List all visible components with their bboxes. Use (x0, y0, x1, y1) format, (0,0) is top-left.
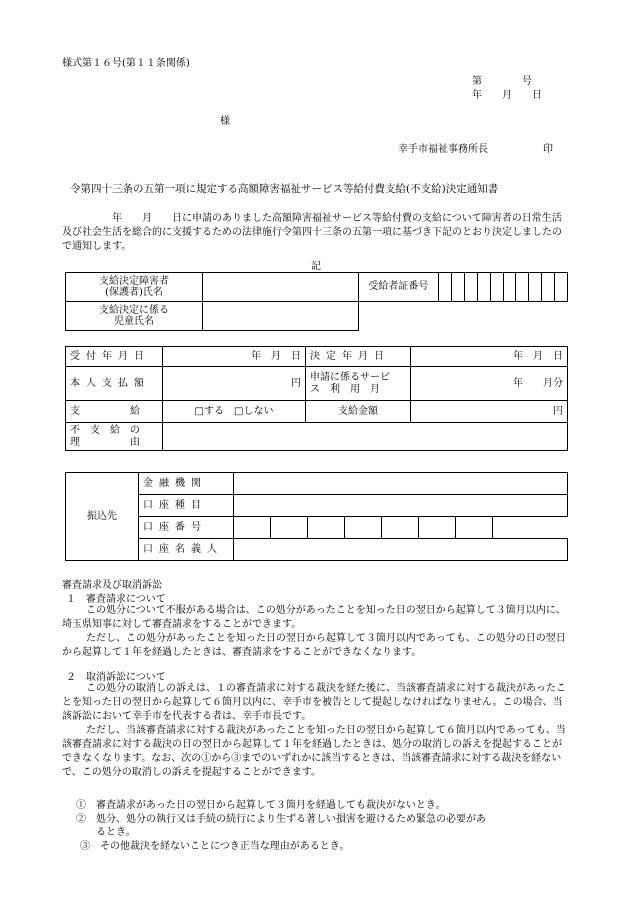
issue-date: 年 月 日 (472, 90, 542, 101)
received-date-label: 受付年月日 (66, 347, 163, 367)
recipient-no-digit[interactable] (464, 273, 477, 302)
account-no-digit[interactable] (419, 517, 456, 539)
recipient-no-digit[interactable] (490, 273, 503, 302)
service-month-value[interactable]: 年 月分 (411, 367, 568, 401)
amount-label: 支給金額 (306, 401, 411, 423)
account-no-digit[interactable] (308, 517, 345, 539)
document-title: 令第四十三条の五第一項に規定する高額障害福祉サービス等給付費支給(不支給)決定通知書 (70, 183, 499, 195)
seal-mark: 印 (543, 144, 553, 155)
form-number: 様式第１６号(第１１条関係) (62, 58, 190, 69)
payment-options[interactable]: □する □しない (163, 401, 306, 423)
recipient-no-digit[interactable] (503, 273, 516, 302)
recipient-no-digit[interactable] (516, 273, 529, 302)
recipient-no-digit[interactable] (477, 273, 490, 302)
transfer-label: 振込先 (66, 473, 139, 561)
amount-value[interactable]: 円 (411, 401, 568, 423)
issuer-name: 幸手市福祉事務所長 (398, 144, 488, 155)
self-pay-value[interactable]: 円 (163, 367, 306, 401)
transfer-table (65, 472, 568, 561)
lawsuit-paragraph-1: この処分の取消しの訴えは、１の審査請求に対する裁決を経た後に、当該審査請求に対する裁決があったことを知った日の翌日から起算して６箇月以内に、幸手市を被告として提起しなければなりません。この場合、当該訴訟において幸手市を代表する者は、幸手市長です。 (62, 683, 566, 722)
lawsuit-section-title: ２ 取消訴訟について (66, 672, 166, 683)
account-type-label: 口座種目 (139, 495, 234, 517)
addressee-suffix: 様 (220, 116, 230, 127)
ki-mark: 記 (311, 261, 321, 272)
bank-field[interactable] (234, 473, 568, 495)
account-no-digit[interactable] (271, 517, 308, 539)
bank-label: 金融機関 (139, 473, 234, 495)
account-no-digit[interactable] (456, 517, 493, 539)
non-payment-reason-field[interactable] (163, 423, 568, 451)
recipient-no-digit[interactable] (439, 273, 452, 302)
recipient-name-label: 支給決定障害者 (保護者)氏名 (66, 273, 203, 302)
recipient-no-digit[interactable] (555, 273, 568, 302)
non-payment-reason-label: 不 支 給 の 理 由 (66, 423, 163, 451)
lawsuit-paragraph-2: ただし、当該審査請求に対する裁決があったことを知った日の翌日から起算して６箇月以内であっても、当該審査請求に対する裁決の日の翌日から起算して１年を経過したときは、処分の取消しの訴えを提起することができなくなります。なお、次の①から③までのいずれかに該当するときは、当該審査請求に対する裁決を経ないで、この処分の取消しの訴えを提起することができます。 (62, 725, 566, 778)
account-type-field[interactable] (234, 495, 568, 517)
document-number: 第 号 (472, 76, 532, 87)
account-holder-field[interactable] (234, 539, 568, 561)
account-no-digit[interactable] (345, 517, 382, 539)
appeal-section-title: １ 審査請求について (66, 594, 166, 605)
recipient-no-digit[interactable] (542, 273, 555, 302)
exception-item-2-cont: るとき。 (96, 827, 136, 838)
decision-table (65, 346, 568, 451)
exception-item-1: ① 審査請求があった日の翌日から起算して３箇月を経過しても裁決がないとき。 (76, 800, 446, 811)
account-holder-label: 口座名義人 (139, 539, 234, 561)
child-name-field[interactable] (202, 302, 358, 331)
payment-label: 支 給 (66, 401, 163, 423)
account-no-digit[interactable] (382, 517, 419, 539)
recipient-table (65, 272, 568, 331)
appeal-paragraph-2: ただし、この処分があったことを知った日の翌日から起算して３箇月以内であっても、この処分の日の翌日から起算して１年を経過したときは、審査請求をすることができなくなります。 (62, 633, 566, 658)
recipient-no-label: 受給者証番号 (358, 273, 439, 302)
self-pay-label: 本人支払額 (66, 367, 163, 401)
recipient-name-field[interactable] (202, 273, 358, 302)
decision-date-value[interactable]: 年 月 日 (411, 347, 568, 367)
received-date-value[interactable]: 年 月 日 (163, 347, 306, 367)
recipient-no-digit[interactable] (529, 273, 542, 302)
appeal-paragraph-1: この処分について不服がある場合は、この処分があったことを知った日の翌日から起算して３箇月以内に、埼玉県知事に対して審査請求をすることができます。 (62, 605, 566, 630)
account-no-digit[interactable] (234, 517, 271, 539)
exception-item-3: ③ その他裁決を経ないことにつき正当な理由があるとき。 (80, 841, 350, 852)
account-no-label: 口座番号 (139, 517, 234, 539)
intro-paragraph: 年 月 日に申請のありました高額障害福祉サービス等給付費の支給について障害者の日常生活及び社会生活を総合的に支援するための法律施行令第四十三条の五第一項に基づき下記のとおり決定しましたので通知します。 (62, 213, 562, 252)
notes-heading: 審査請求及び取消訴訟 (62, 580, 162, 591)
service-month-label: 申請に係るサービ ス 利 用 月 (306, 367, 411, 401)
decision-date-label: 決定年月日 (306, 347, 411, 367)
exception-item-2: ② 処分、処分の執行又は手続の続行により生ずる著しい損害を避けるため緊急の必要があ (76, 814, 486, 825)
child-name-label: 支給決定に係る 児童氏名 (66, 302, 203, 331)
recipient-no-digit[interactable] (452, 273, 465, 302)
